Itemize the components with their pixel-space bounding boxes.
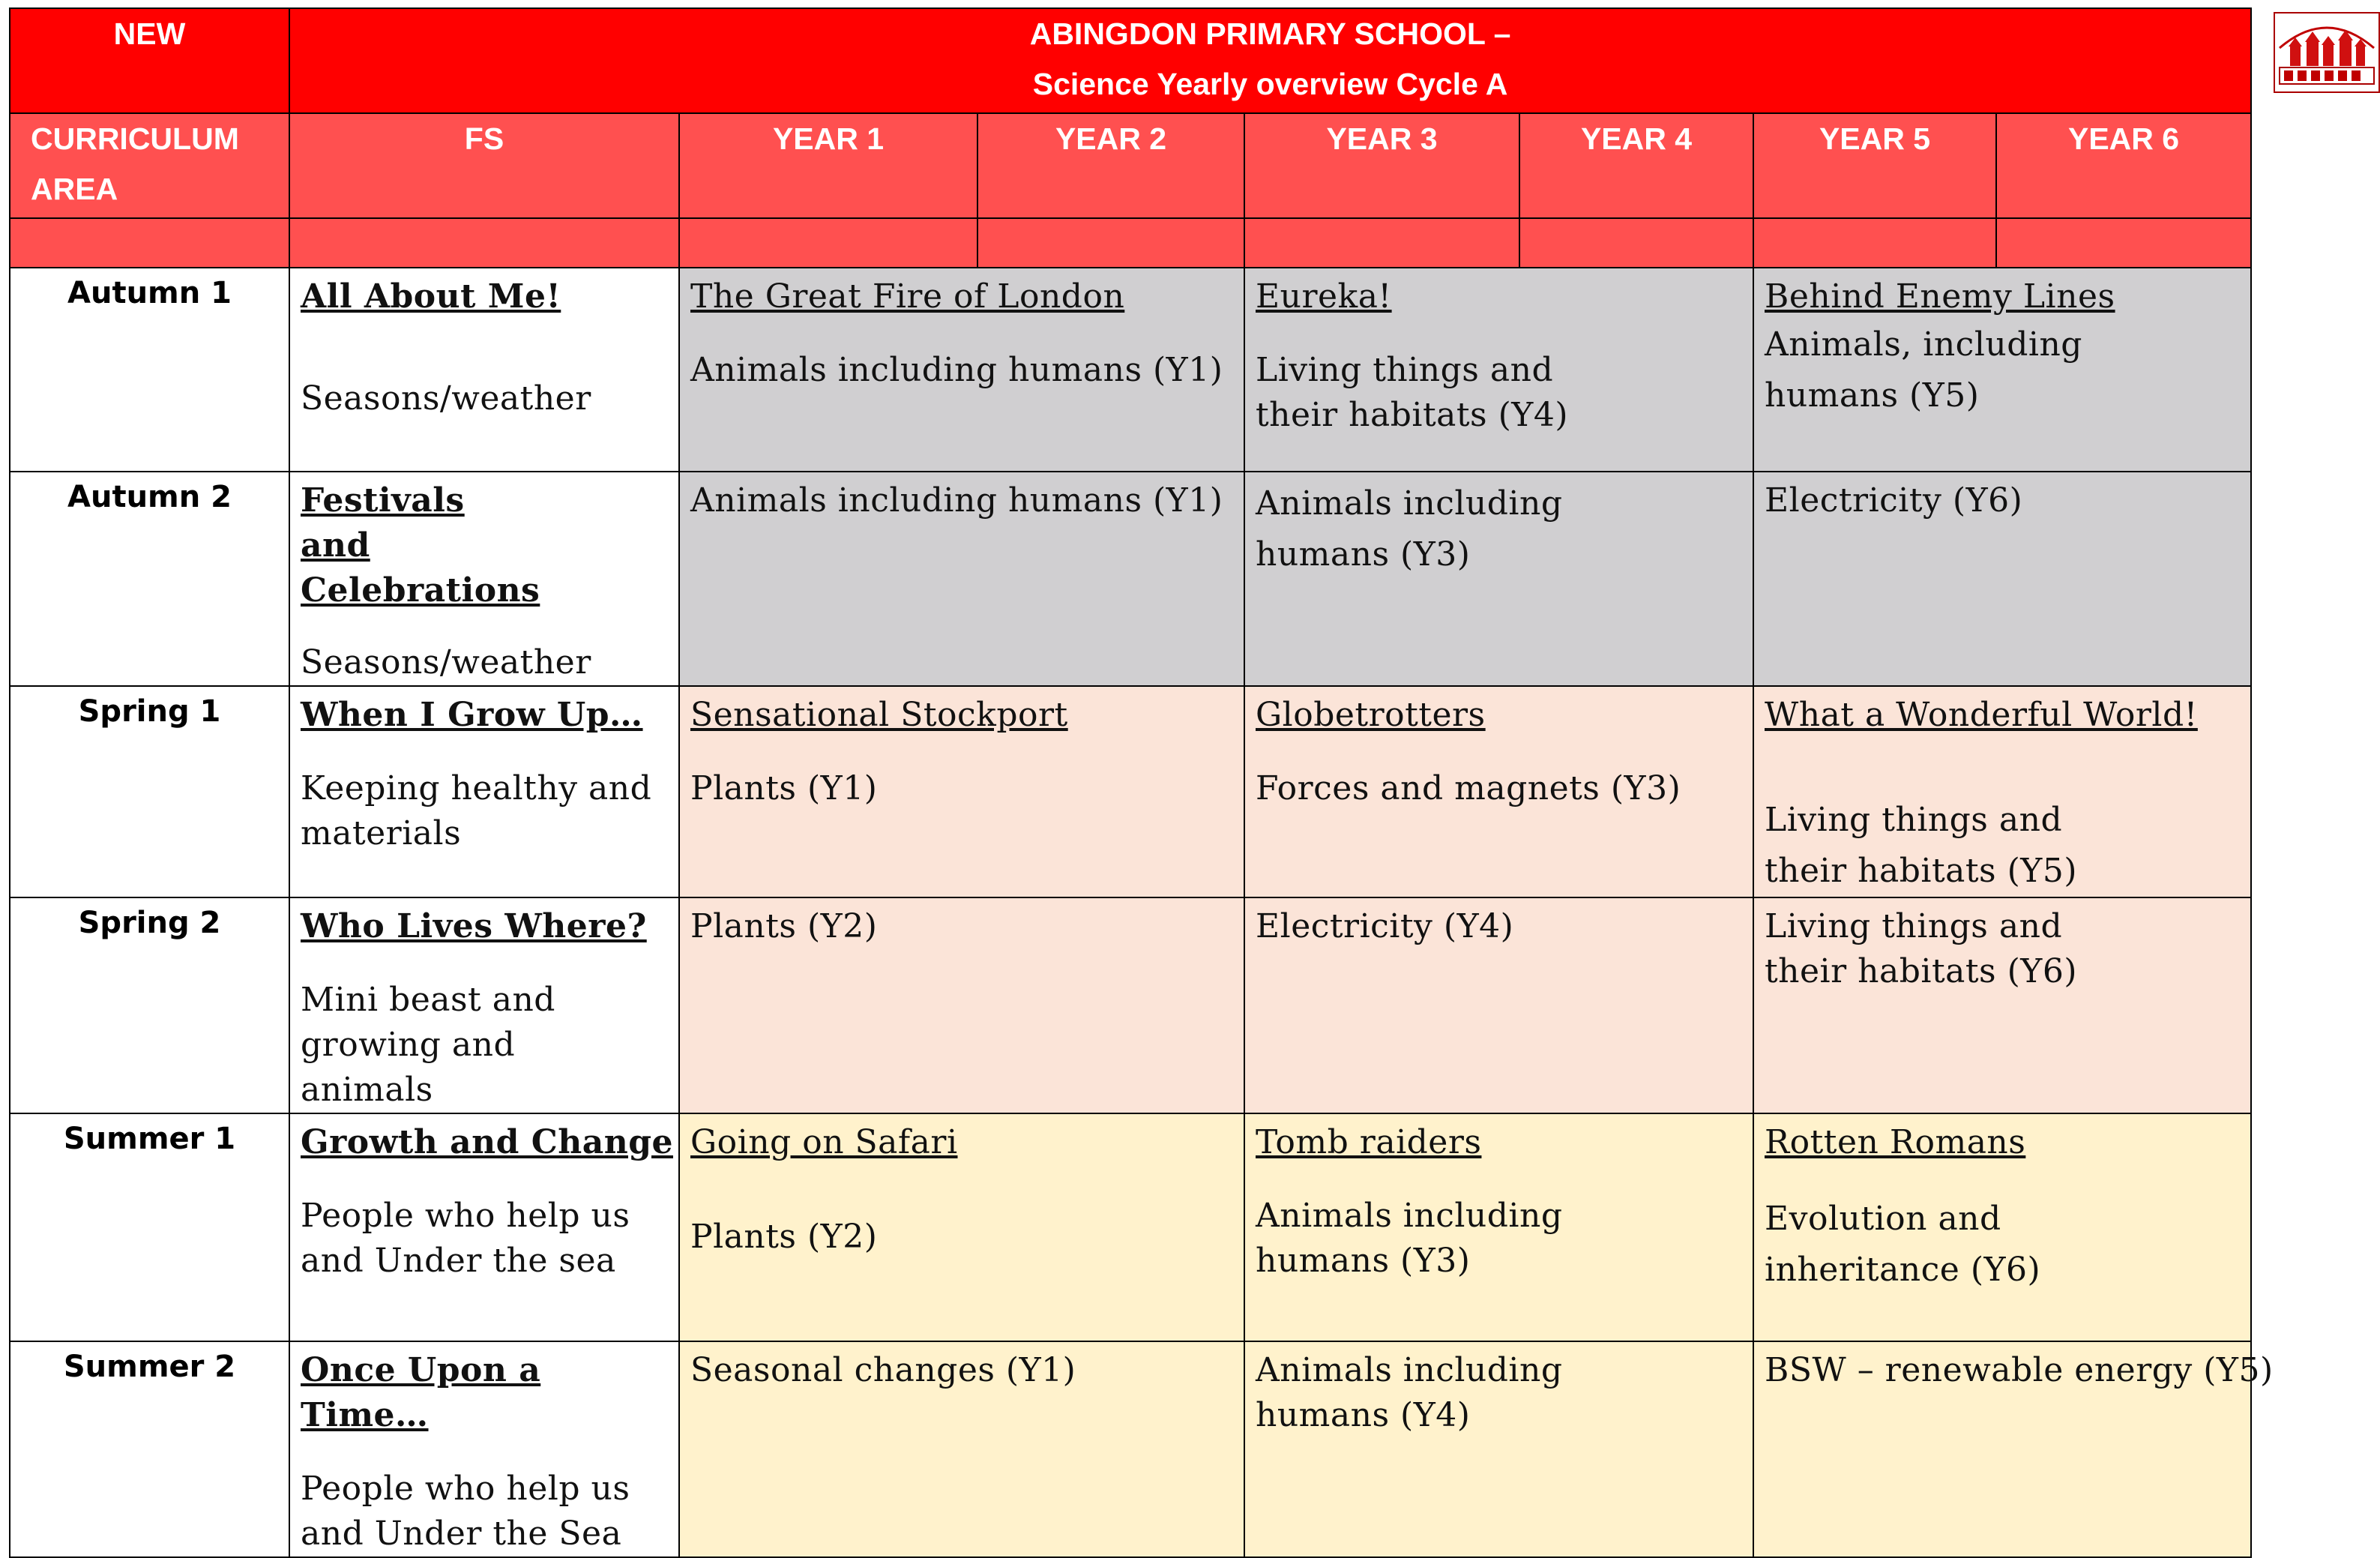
spacer-cell <box>1996 218 2251 268</box>
fs-focus-text: Mini beast and growing and animals <box>301 981 555 1109</box>
fs-focus-text: People who help us and Under the Sea <box>301 1470 630 1553</box>
uks2-cell <box>1753 1113 2251 1341</box>
ks1-science-unit: Plants (Y2) <box>690 1218 878 1256</box>
ks1-cell <box>679 1341 1244 1557</box>
fs-focus-text: Seasons/weather <box>301 643 591 682</box>
title-row <box>10 8 2251 113</box>
uks2-cell <box>1753 897 2251 1113</box>
spacer-cell <box>289 218 679 268</box>
fs-cell <box>289 1113 679 1341</box>
year3-header: YEAR 3 <box>1244 113 1519 218</box>
term-label: Autumn 1 <box>10 268 289 472</box>
table-row <box>10 897 2251 1113</box>
lks2-cell <box>1244 1113 1753 1341</box>
fs-topic-title: Festivals and Celebrations <box>301 481 540 610</box>
lks2-science-unit: Forces and magnets (Y3) <box>1256 769 1681 807</box>
uks2-cell <box>1753 268 2251 472</box>
spacer-cell <box>1753 218 1996 268</box>
curriculum-area-line1: CURRICULUM <box>31 121 239 156</box>
fs-topic-title: When I Grow Up… <box>301 696 643 734</box>
fs-cell <box>289 897 679 1113</box>
ks1-science-unit: Plants (Y1) <box>690 769 878 807</box>
curriculum-area-header <box>10 113 289 218</box>
ks1-topic: The Great Fire of London <box>690 277 1125 316</box>
table-row <box>10 472 2251 686</box>
lks2-cell <box>1244 268 1753 472</box>
uks2-science-unit: Electricity (Y6) <box>1765 481 2023 520</box>
uks2-cell <box>1753 472 2251 686</box>
ks1-cell <box>679 686 1244 897</box>
ks1-science-unit: Animals including humans (Y1) <box>690 481 1223 520</box>
fs-focus-text: Keeping healthy and materials <box>301 769 652 852</box>
ks1-cell <box>679 472 1244 686</box>
lks2-topic: Eureka! <box>1256 277 1392 316</box>
year5-header: YEAR 5 <box>1753 113 1996 218</box>
ks1-cell <box>679 897 1244 1113</box>
fs-topic-title: Once Upon a Time… <box>301 1351 541 1434</box>
fs-cell <box>289 686 679 897</box>
table-row <box>10 1341 2251 1557</box>
spacer-cell <box>1519 218 1753 268</box>
ks1-science-unit: Seasonal changes (Y1) <box>690 1351 1076 1389</box>
term-label: Spring 1 <box>10 686 289 897</box>
lks2-cell <box>1244 1341 1753 1557</box>
fs-topic-title: Growth and Change <box>301 1123 673 1161</box>
lks2-science-unit: Electricity (Y4) <box>1256 907 1514 945</box>
term-label: Summer 2 <box>10 1341 289 1557</box>
lks2-cell <box>1244 897 1753 1113</box>
spacer-cell <box>679 218 977 268</box>
spacer-row <box>10 218 2251 268</box>
spacer-cell <box>977 218 1244 268</box>
fs-cell <box>289 472 679 686</box>
year6-header: YEAR 6 <box>1996 113 2251 218</box>
uks2-cell <box>1753 1341 2274 1557</box>
fs-topic-title: All About Me! <box>301 277 561 316</box>
term-label: Spring 2 <box>10 897 289 1113</box>
uks2-topic: Behind Enemy Lines <box>1765 277 2115 316</box>
page-subtitle: Science Yearly overview Cycle A <box>1032 67 1508 101</box>
year1-header: YEAR 1 <box>679 113 977 218</box>
ks1-topic: Going on Safari <box>690 1123 958 1161</box>
fs-focus-text: People who help us and Under the sea <box>301 1197 630 1280</box>
ks1-cell <box>679 1113 1244 1341</box>
lks2-science-unit: Animals including humans (Y3) <box>1256 1197 1563 1280</box>
table-row <box>10 1113 2251 1341</box>
school-title-cell <box>289 8 2251 113</box>
fs-focus-text: Seasons/weather <box>301 379 591 418</box>
fs-topic-title: Who Lives Where? <box>301 907 647 945</box>
ks1-science-unit: Plants (Y2) <box>690 907 878 945</box>
lks2-science-unit: Animals including humans (Y3) <box>1256 484 1563 574</box>
science-overview-table <box>9 7 2274 1558</box>
uks2-science-unit: Living things and their habitats (Y5) <box>1765 801 2077 890</box>
uks2-topic: What a Wonderful World! <box>1765 696 2198 734</box>
lks2-topic: Tomb raiders <box>1256 1123 1482 1161</box>
term-label: Summer 1 <box>10 1113 289 1341</box>
curriculum-area-line2: AREA <box>31 172 118 206</box>
table-row <box>10 686 2251 897</box>
year4-header: YEAR 4 <box>1519 113 1753 218</box>
uks2-science-unit: Animals, including humans (Y5) <box>1765 325 2082 415</box>
uks2-science-unit: Evolution and inheritance (Y6) <box>1765 1200 2041 1289</box>
lks2-science-unit: Living things and their habitats (Y4) <box>1256 351 1568 434</box>
ks1-science-unit: Animals including humans (Y1) <box>690 351 1223 389</box>
fs-cell <box>289 268 679 472</box>
new-label: NEW <box>113 16 186 51</box>
spacer-cell <box>10 218 289 268</box>
column-header-row <box>10 113 2251 218</box>
term-label: Autumn 2 <box>10 472 289 686</box>
fs-header: FS <box>289 113 679 218</box>
new-label-cell <box>10 8 289 113</box>
overview-sheet <box>9 7 2274 1553</box>
uks2-cell <box>1753 686 2251 897</box>
uks2-science-unit: BSW – renewable energy (Y5) <box>1765 1351 2274 1389</box>
lks2-cell <box>1244 686 1753 897</box>
school-logo <box>2274 12 2380 93</box>
ks1-topic: Sensational Stockport <box>690 696 1068 734</box>
lks2-science-unit: Animals including humans (Y4) <box>1256 1351 1563 1434</box>
ks1-cell <box>679 268 1244 472</box>
uks2-science-unit: Living things and their habitats (Y6) <box>1765 907 2077 990</box>
school-title: ABINGDON PRIMARY SCHOOL – <box>1029 16 1511 51</box>
lks2-cell <box>1244 472 1753 686</box>
uks2-topic: Rotten Romans <box>1765 1123 2026 1161</box>
year2-header: YEAR 2 <box>977 113 1244 218</box>
lks2-topic: Globetrotters <box>1256 696 1486 734</box>
fs-cell <box>289 1341 679 1557</box>
table-row <box>10 268 2251 472</box>
spacer-cell <box>1244 218 1519 268</box>
